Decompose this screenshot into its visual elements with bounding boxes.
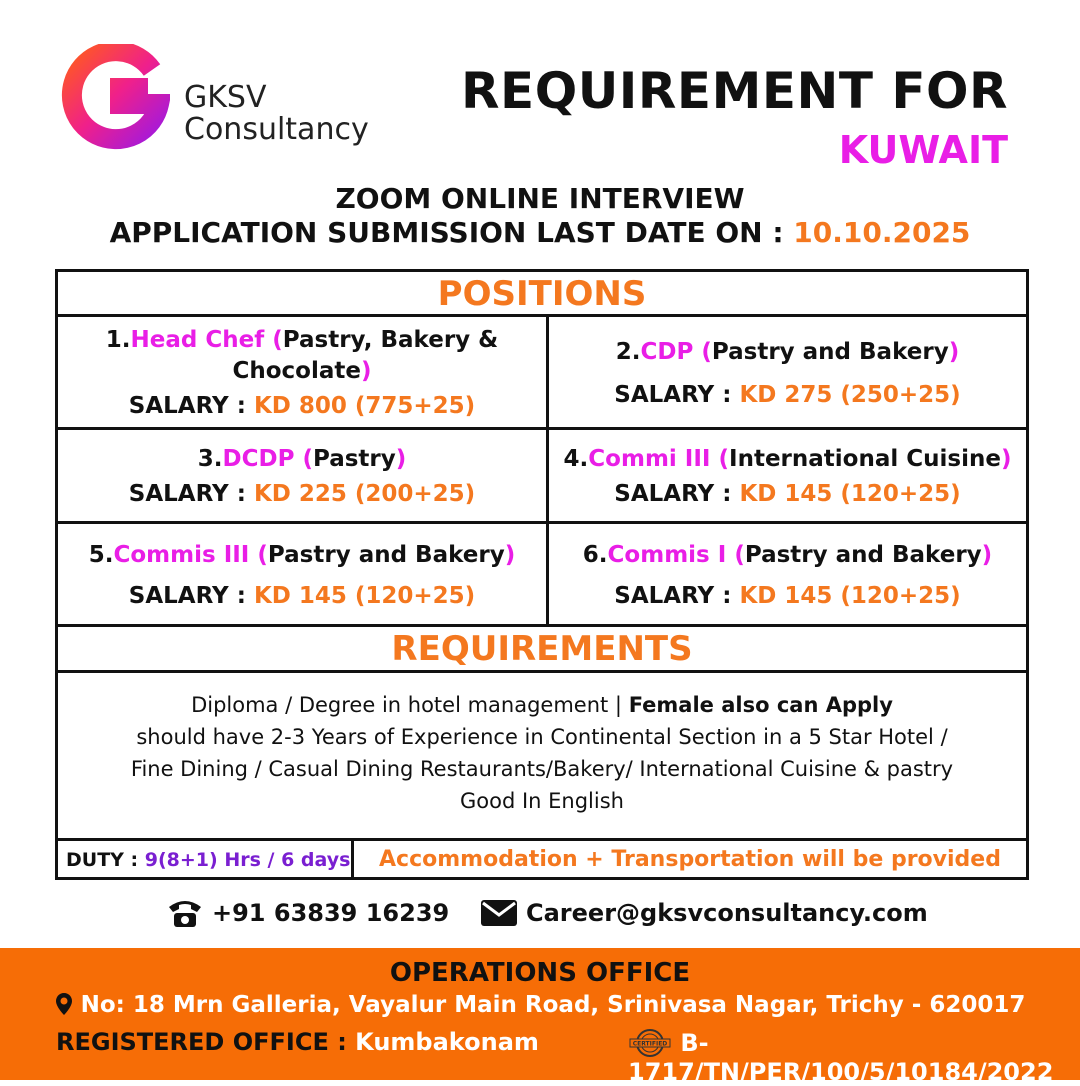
position-card: 6.Commis I (Pastry and Bakery) SALARY : KD 145 (120+25) bbox=[546, 521, 1029, 627]
requirements-body bbox=[55, 670, 1029, 841]
position-role: CDP bbox=[640, 338, 694, 365]
duty-label: DUTY : bbox=[66, 849, 139, 871]
svg-text:CERTIFIED: CERTIFIED bbox=[632, 1040, 668, 1048]
position-salary: KD 275 (250+25) bbox=[739, 381, 961, 408]
operations-address: No: 18 Mrn Galleria, Vayalur Main Road, Srinivasa Nagar, Trichy - 620017 bbox=[80, 992, 1026, 1018]
mail-icon bbox=[480, 899, 518, 927]
position-detail: Pastry and Bakery bbox=[711, 338, 949, 365]
req-line-2: should have 2-3 Years of Experience in Continental Section in a 5 Star Hotel / bbox=[136, 725, 948, 749]
position-detail: Pastry, Bakery & Chocolate bbox=[232, 327, 499, 384]
requirements-header bbox=[55, 624, 1029, 673]
page-title: REQUIREMENT FOR bbox=[461, 62, 1008, 120]
registered-city: Kumbakonam bbox=[355, 1028, 539, 1056]
position-salary: KD 225 (200+25) bbox=[253, 481, 476, 507]
position-role: Commis I bbox=[607, 541, 727, 568]
position-detail: Pastry and Bakery bbox=[744, 541, 982, 568]
position-salary: KD 800 (775+25) bbox=[253, 393, 476, 419]
positions-title: POSITIONS bbox=[437, 274, 647, 314]
license-number: B-1717/TN/PER/100/5/10184/2022 bbox=[628, 1029, 1054, 1086]
requirements-title: REQUIREMENTS bbox=[391, 629, 693, 669]
position-role: Commi III bbox=[588, 446, 711, 472]
position-salary: KD 145 (120+25) bbox=[739, 481, 961, 507]
req-line-3: Fine Dining / Casual Dining Restaurants/Bakery/ International Cuisine & pastry bbox=[130, 757, 954, 781]
positions-header bbox=[55, 269, 1029, 317]
operations-address-line bbox=[0, 992, 1080, 1018]
position-salary: KD 145 (120+25) bbox=[253, 582, 476, 609]
registered-label: REGISTERED OFFICE : bbox=[56, 1028, 347, 1056]
position-salary: KD 145 (120+25) bbox=[739, 582, 961, 609]
benefits-text: Accommodation + Transportation will be provided bbox=[379, 847, 1001, 872]
benefits-box bbox=[351, 838, 1029, 880]
position-role: Commis III bbox=[113, 541, 250, 568]
position-card: 3.DCDP (Pastry) SALARY : KD 225 (200+25) bbox=[55, 427, 549, 524]
certified-stamp-icon bbox=[628, 1028, 672, 1058]
location-pin-icon bbox=[55, 992, 73, 1016]
req-line-1b: Female also can Apply bbox=[628, 693, 893, 717]
last-date-label: APPLICATION SUBMISSION LAST DATE ON : bbox=[109, 216, 784, 249]
brand-line-1: GKSV bbox=[184, 80, 267, 115]
brand-line-2: Consultancy bbox=[184, 112, 369, 147]
position-role: DCDP bbox=[222, 446, 295, 472]
license-line bbox=[628, 1028, 1080, 1086]
brand-name bbox=[184, 82, 369, 146]
duty-value: 9(8+1) Hrs / 6 days bbox=[144, 849, 351, 871]
position-detail: Pastry and Bakery bbox=[267, 541, 505, 568]
phone-number: +91 63839 16239 bbox=[212, 899, 450, 927]
position-card: 4.Commi III (International Cuisine) SALARY : KD 145 (120+25) bbox=[546, 427, 1029, 524]
position-detail: International Cuisine bbox=[729, 446, 1001, 472]
brand-logo bbox=[60, 44, 170, 154]
email-contact[interactable] bbox=[480, 896, 928, 930]
interview-type: ZOOM ONLINE INTERVIEW bbox=[335, 182, 745, 215]
position-detail: Pastry bbox=[312, 446, 396, 472]
position-card: 2.CDP (Pastry and Bakery) SALARY : KD 275 (250+25) bbox=[546, 314, 1029, 430]
email-address: Career@gksvconsultancy.com bbox=[526, 899, 928, 927]
position-card: 5.Commis III (Pastry and Bakery) SALARY : KD 145 (120+25) bbox=[55, 521, 549, 627]
registered-office bbox=[56, 1028, 539, 1056]
country: KUWAIT bbox=[838, 128, 1008, 172]
req-line-4: Good In English bbox=[460, 789, 624, 813]
position-card: 1.Head Chef (Pastry, Bakery & Chocolate) SALARY : KD 800 (775+25) bbox=[55, 314, 549, 430]
duty-box bbox=[55, 838, 354, 880]
operations-title: OPERATIONS OFFICE bbox=[389, 958, 691, 988]
phone-icon bbox=[166, 897, 204, 929]
req-line-1a: Diploma / Degree in hotel management | bbox=[191, 693, 629, 717]
position-role: Head Chef bbox=[130, 327, 265, 353]
last-date: 10.10.2025 bbox=[793, 216, 971, 249]
last-date-line bbox=[0, 216, 1080, 249]
phone-contact[interactable] bbox=[166, 896, 449, 930]
